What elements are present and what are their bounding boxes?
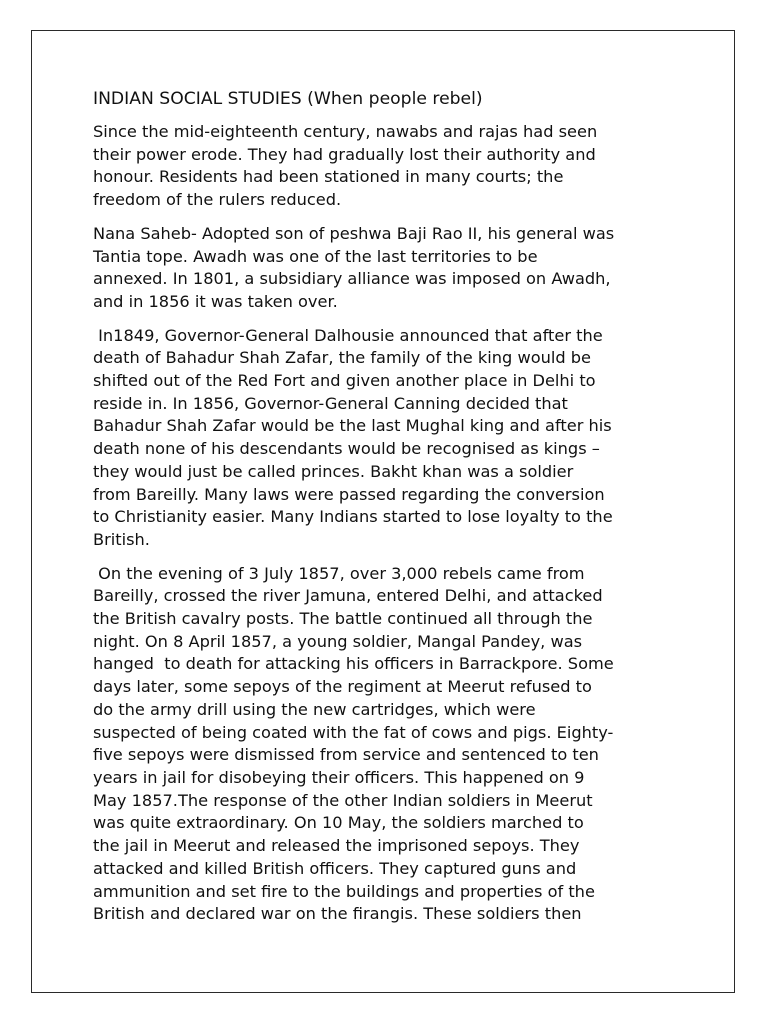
paragraph-line: reside in. In 1856, Governor-General Canning decided that [93, 393, 568, 413]
paragraph-line: Bareilly, crossed the river Jamuna, entered Delhi, and attacked [93, 586, 603, 606]
paragraph-line: years in jail for disobeying their officers. This happened on 9 [93, 767, 585, 787]
paragraph [93, 121, 693, 212]
paragraph-list [93, 121, 693, 926]
paragraph-line: death of Bahadur Shah Zafar, the family of the king would be [93, 348, 592, 368]
document-title: INDIAN SOCIAL STUDIES (When people rebel) [93, 89, 483, 109]
paragraph-line: hanged to death for attacking his officers in Barrackpore. Some [93, 654, 614, 674]
paragraph-line: shifted out of the Red Fort and given another place in Delhi to [93, 371, 596, 391]
paragraph-line: On the evening of 3 July 1857, over 3,000 rebels came from [93, 563, 585, 583]
paragraph-line: annexed. In 1801, a subsidiary alliance was imposed on Awadh, [93, 269, 611, 289]
paragraph-line: from Bareilly. Many laws were passed regarding the conversion [93, 484, 605, 504]
paragraph-line: In1849, Governor-General Dalhousie announced that after the [93, 325, 603, 345]
paragraph [93, 325, 693, 552]
paragraph-line: British and declared war on the firangis. These soldiers then [93, 904, 582, 924]
paragraph-line: ammunition and set fire to the buildings and properties of the [93, 881, 595, 901]
paragraph-line: they would just be called princes. Bakht khan was a soldier [93, 461, 574, 481]
paragraph-line: days later, some sepoys of the regiment at Meerut refused to [93, 677, 592, 697]
paragraph-line: freedom of the rulers reduced. [93, 190, 342, 210]
paragraph-line: five sepoys were dismissed from service and sentenced to ten [93, 745, 599, 765]
document-body [93, 86, 693, 937]
paragraph-line: British. [93, 529, 150, 549]
paragraph-line: to Christianity easier. Many Indians started to lose loyalty to the [93, 507, 613, 527]
paragraph-line: Bahadur Shah Zafar would be the last Mughal king and after his [93, 416, 612, 436]
paragraph-line: the jail in Meerut and released the imprisoned sepoys. They [93, 836, 580, 856]
paragraph-line: the British cavalry posts. The battle continued all through the [93, 609, 593, 629]
paragraph-line: Nana Saheb- Adopted son of peshwa Baji Rao II, his general was [93, 223, 615, 243]
paragraph-line: death none of his descendants would be recognised as kings – [93, 439, 600, 459]
paragraph-line: and in 1856 it was taken over. [93, 291, 338, 311]
paragraph-line: their power erode. They had gradually lost their authority and [93, 144, 596, 164]
paragraph-line: Since the mid-eighteenth century, nawabs and rajas had seen [93, 122, 598, 141]
paragraph-line: May 1857.The response of the other Indian soldiers in Meerut [93, 790, 593, 810]
paragraph [93, 223, 693, 314]
paragraph [93, 563, 693, 926]
paragraph-line: honour. Residents had been stationed in many courts; the [93, 167, 564, 187]
paragraph-line: attacked and killed British officers. They captured guns and [93, 858, 577, 878]
paragraph-line: do the army drill using the new cartridges, which were [93, 699, 536, 719]
paragraph-line: was quite extraordinary. On 10 May, the soldiers marched to [93, 813, 584, 833]
paragraph-line: night. On 8 April 1857, a young soldier, Mangal Pandey, was [93, 631, 583, 651]
paragraph-line: suspected of being coated with the fat of cows and pigs. Eighty- [93, 722, 614, 742]
paragraph-line: Tantia tope. Awadh was one of the last territories to be [93, 246, 538, 266]
